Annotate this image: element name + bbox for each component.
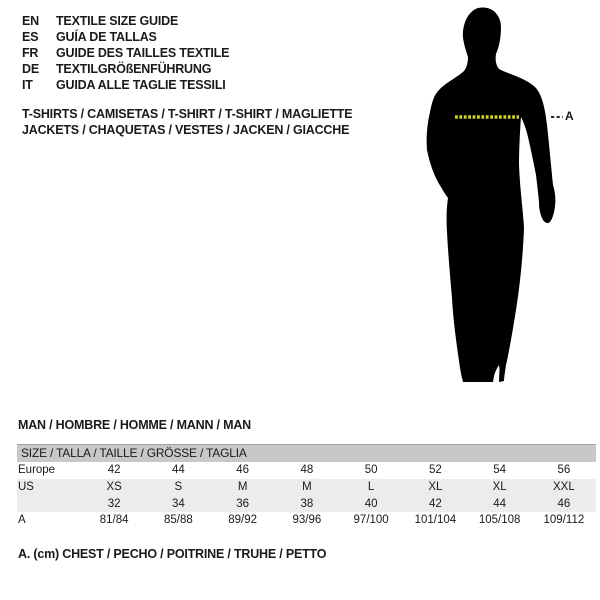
size-cell: M (237, 481, 248, 493)
measure-label-a: A (565, 109, 574, 123)
size-cell: M (302, 481, 312, 493)
size-cell: 93/96 (292, 514, 322, 526)
language-row-en (22, 13, 229, 29)
language-row-it (22, 77, 229, 93)
category-block (22, 106, 352, 138)
size-cell: XS (106, 481, 122, 493)
category-line-jackets: JACKETS / CHAQUETAS / VESTES / JACKEN / GIACCHE (22, 123, 350, 137)
row-label: US (18, 481, 34, 493)
row-label (17, 496, 82, 512)
language-title: GUIDE DES TAILLES TEXTILE (56, 46, 230, 60)
size-cell: 44 (493, 498, 507, 510)
section-title-man: MAN / HOMBRE / HOMME / MANN / MAN (18, 418, 251, 432)
size-cell: L (367, 481, 375, 493)
size-cell: 97/100 (353, 514, 389, 526)
footnote-chest: A. (cm) CHEST / PECHO / POITRINE / TRUHE / PETTO (18, 547, 327, 561)
size-cell: 105/108 (478, 514, 521, 526)
size-cell: 40 (364, 498, 378, 510)
language-code: EN (22, 14, 39, 28)
language-title: GUIDA ALLE TAGLIE TESSILI (56, 78, 226, 92)
size-cell: 32 (107, 498, 121, 510)
size-cell: 101/104 (414, 514, 457, 526)
language-code: FR (22, 46, 39, 60)
row-label: Europe (18, 464, 56, 476)
size-cell: 44 (171, 464, 185, 476)
size-cell: XXL (553, 481, 575, 493)
language-code: IT (22, 78, 33, 92)
size-cell: S (174, 481, 183, 493)
size-cell: 38 (300, 498, 314, 510)
language-row-de (22, 61, 229, 77)
size-cell: 42 (107, 464, 121, 476)
man-silhouette-icon (400, 0, 600, 400)
size-cell: 52 (428, 464, 442, 476)
size-cell: 46 (236, 464, 250, 476)
language-title-block (22, 13, 229, 93)
size-cell: 50 (364, 464, 378, 476)
size-table-header: SIZE / TALLA / TAILLE / GRÖSSE / TAGLIA (17, 445, 596, 462)
size-cell: 85/88 (163, 514, 193, 526)
language-title: GUÍA DE TALLAS (56, 30, 157, 44)
language-row-es (22, 29, 229, 45)
size-cell: XL (428, 481, 443, 493)
size-cell: 34 (171, 498, 185, 510)
size-cell: 42 (428, 498, 442, 510)
table-row-us (17, 479, 596, 496)
language-code: ES (22, 30, 39, 44)
size-cell: 89/92 (228, 514, 258, 526)
size-table (17, 444, 596, 529)
size-cell: 56 (557, 464, 571, 476)
size-cell: XL (492, 481, 507, 493)
size-cell: 54 (493, 464, 507, 476)
size-cell: 36 (236, 498, 250, 510)
size-cell: 109/112 (543, 514, 585, 526)
table-row-us-numeric (17, 496, 596, 512)
row-label: A (18, 514, 26, 526)
size-cell: 46 (557, 498, 571, 510)
language-row-fr (22, 45, 229, 61)
language-code: DE (22, 62, 39, 76)
man-silhouette-figure (400, 0, 600, 400)
language-title: TEXTILE SIZE GUIDE (56, 14, 179, 28)
size-cell: 81/84 (99, 514, 129, 526)
language-title: TEXTILGRÖßENFÜHRUNG (56, 62, 212, 76)
category-line-tshirts: T-SHIRTS / CAMISETAS / T-SHIRT / T-SHIRT / MAGLIETTE (22, 107, 353, 121)
size-cell: 48 (300, 464, 314, 476)
table-row-a-chest (17, 512, 596, 529)
table-row-europe (17, 462, 596, 479)
